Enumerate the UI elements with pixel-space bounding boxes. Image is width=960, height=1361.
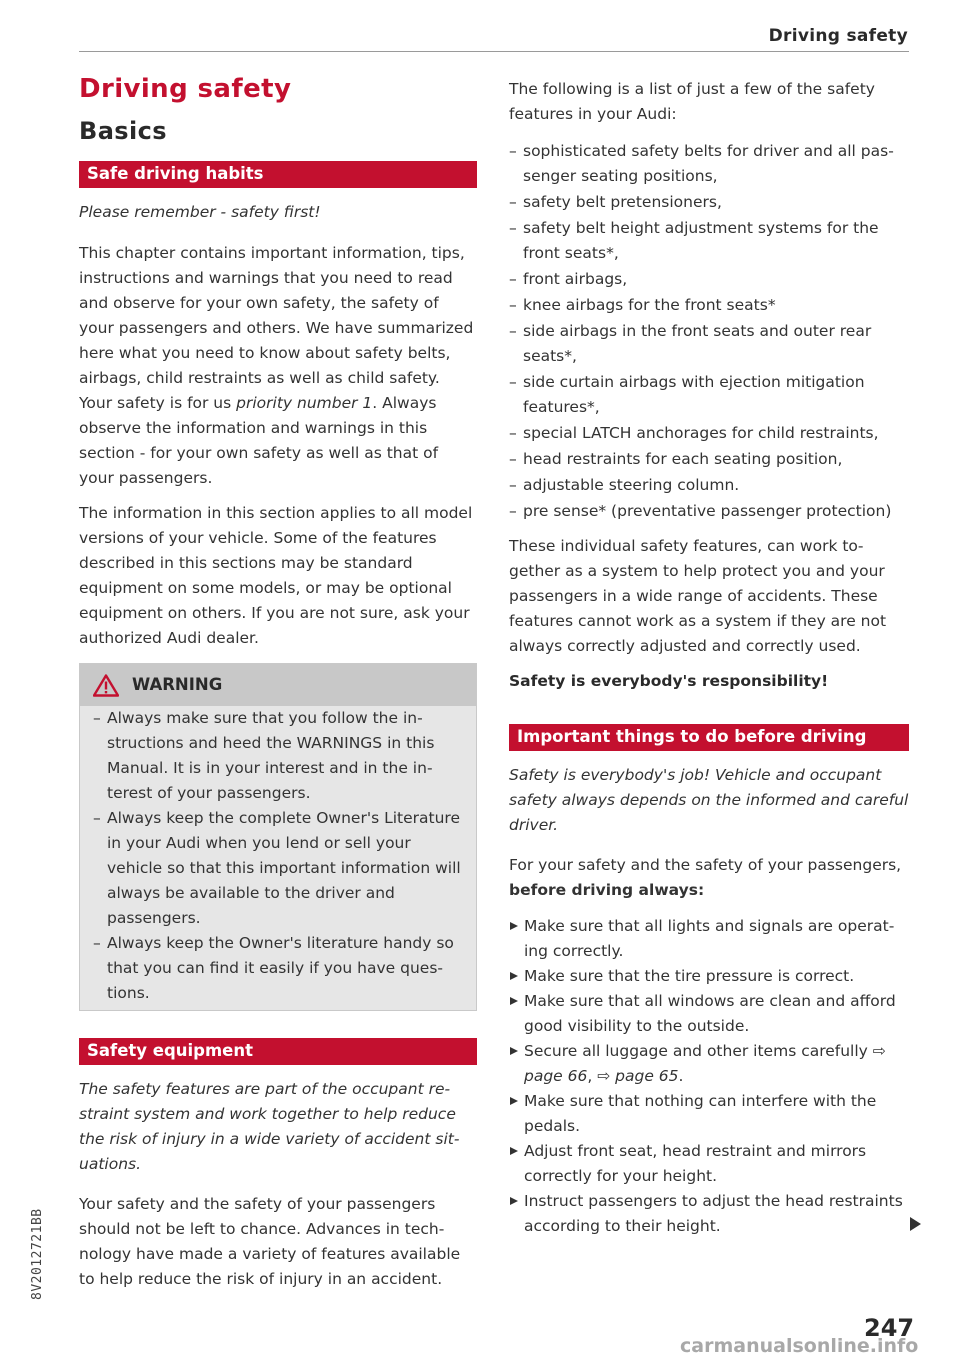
chapter-title: Driving safety: [79, 74, 292, 104]
page-number: 247: [864, 1314, 915, 1342]
action-step: Make sure that all windows are clean and afford good visibility to the outside.: [509, 989, 909, 1039]
list-item: – sophisticated safety belts for driver and all passenger seating positions,: [509, 139, 909, 189]
warning-item: – Always keep the Owner's literature handy so that you can find it easily if you have questions.: [93, 931, 465, 1006]
warning-triangle-icon: [93, 674, 119, 697]
emphasis-before-driving: before driving always:: [509, 881, 705, 899]
heading-bar-important-things: Important things to do before driving: [509, 724, 909, 751]
warning-title: WARNING: [132, 675, 223, 694]
section-title: Basics: [79, 117, 167, 145]
list-item: – side airbags in the front seats and outer rear seats*,: [509, 319, 909, 369]
features-list: [509, 139, 909, 524]
warning-body: [93, 707, 465, 1006]
action-step: Secure all luggage and other items carefully ⇨ page 66, ⇨ page 65.: [509, 1039, 909, 1089]
warning-header: [80, 664, 476, 706]
list-item: – knee airbags for the front seats*: [509, 293, 909, 318]
list-item: – front airbags,: [509, 267, 909, 292]
page-ref-66[interactable]: ⇨ page 66: [524, 1042, 886, 1085]
list-item: – adjustable steering column.: [509, 473, 909, 498]
important-intro: Safety is everybody's job! Vehicle and occupant safety always depends on the informed and careful driver.: [509, 766, 909, 834]
action-step: Adjust front seat, head restraint and mirrors correctly for your height.: [509, 1139, 909, 1189]
list-item: – side curtain airbags with ejection mitigation features*,: [509, 370, 909, 420]
heading-bar-safety-equipment: Safety equipment: [79, 1038, 477, 1065]
watermark: carmanualsonline.info: [680, 1335, 919, 1357]
action-step: Make sure that nothing can interfere with the pedals.: [509, 1089, 909, 1139]
list-item: – safety belt height adjustment systems for the front seats*,: [509, 216, 909, 266]
responsibility-heading: Safety is everybody's responsibility!: [509, 672, 829, 690]
emphasis-priority: priority number 1: [236, 394, 373, 412]
warning-item: – Always keep the complete Owner's Literature in your Audi when you lend or sell your vehicle so that this important information will always be available to the driver and passengers.: [93, 806, 465, 931]
continue-arrow-icon: [910, 1217, 921, 1231]
equipment-intro: The safety features are part of the occupant restraint system and work together to help reduce the risk of injury in a wide variety of accident situations.: [79, 1080, 460, 1173]
features-paragraph: These individual safety features, can work together as a system to help protect you and your passengers in a wide range of accidents. These features cannot work as a system if they are not always correctly adjusted and correctly used.: [509, 537, 887, 655]
heading-bar-safe-driving-habits: Safe driving habits: [79, 161, 477, 188]
equipment-paragraph-1: Your safety and the safety of your passengers should not be left to chance. Advances in technology have made a variety of features available to help reduce the risk of injury in an accident.: [79, 1195, 461, 1288]
action-step: Instruct passengers to adjust the head restraints according to their height.: [509, 1189, 909, 1239]
action-step: Make sure that all lights and signals are operating correctly.: [509, 914, 909, 964]
important-paragraph: For your safety and the safety of your passengers, before driving always:: [509, 856, 902, 899]
list-item: – head restraints for each seating position,: [509, 447, 909, 472]
list-item: – special LATCH anchorages for child restraints,: [509, 421, 909, 446]
running-head: Driving safety: [768, 26, 908, 46]
list-item: – safety belt pretensioners,: [509, 190, 909, 215]
header-rule: [79, 51, 909, 52]
safe-habits-paragraph-1: This chapter contains important information, tips, instructions and warnings that you need to read and observe for your own safety, the safety of your passengers and others. We have summarized here what you need to know about safety belts, airbags, child restraints as well as child safety. Your safety is for us priority number 1. Always observe the information and warnings in this section - for your own safety as well as that of your passengers.: [79, 244, 474, 487]
document-code: 8V2012721BB: [30, 1208, 45, 1300]
warning-item: – Always make sure that you follow the instructions and heed the WARNINGS in this Manual. It is in your interest and in the interest of your passengers.: [93, 706, 465, 806]
safe-habits-paragraph-2: The information in this section applies to all model versions of your vehicle. Some of the features described in this sections may be standard equipment on some models, or may be optional equipment on others. If you are not sure, ask your authorized Audi dealer.: [79, 504, 473, 647]
list-item: – pre sense* (preventative passenger protection): [509, 499, 909, 524]
safe-habits-intro: Please remember - safety first!: [79, 203, 321, 221]
action-step: Make sure that the tire pressure is correct.: [509, 964, 909, 989]
action-steps-list: [509, 914, 909, 1239]
warning-box: [79, 663, 477, 1011]
features-intro: The following is a list of just a few of the safety features in your Audi:: [509, 80, 875, 123]
page-ref-65[interactable]: ⇨ page 65: [597, 1067, 679, 1085]
